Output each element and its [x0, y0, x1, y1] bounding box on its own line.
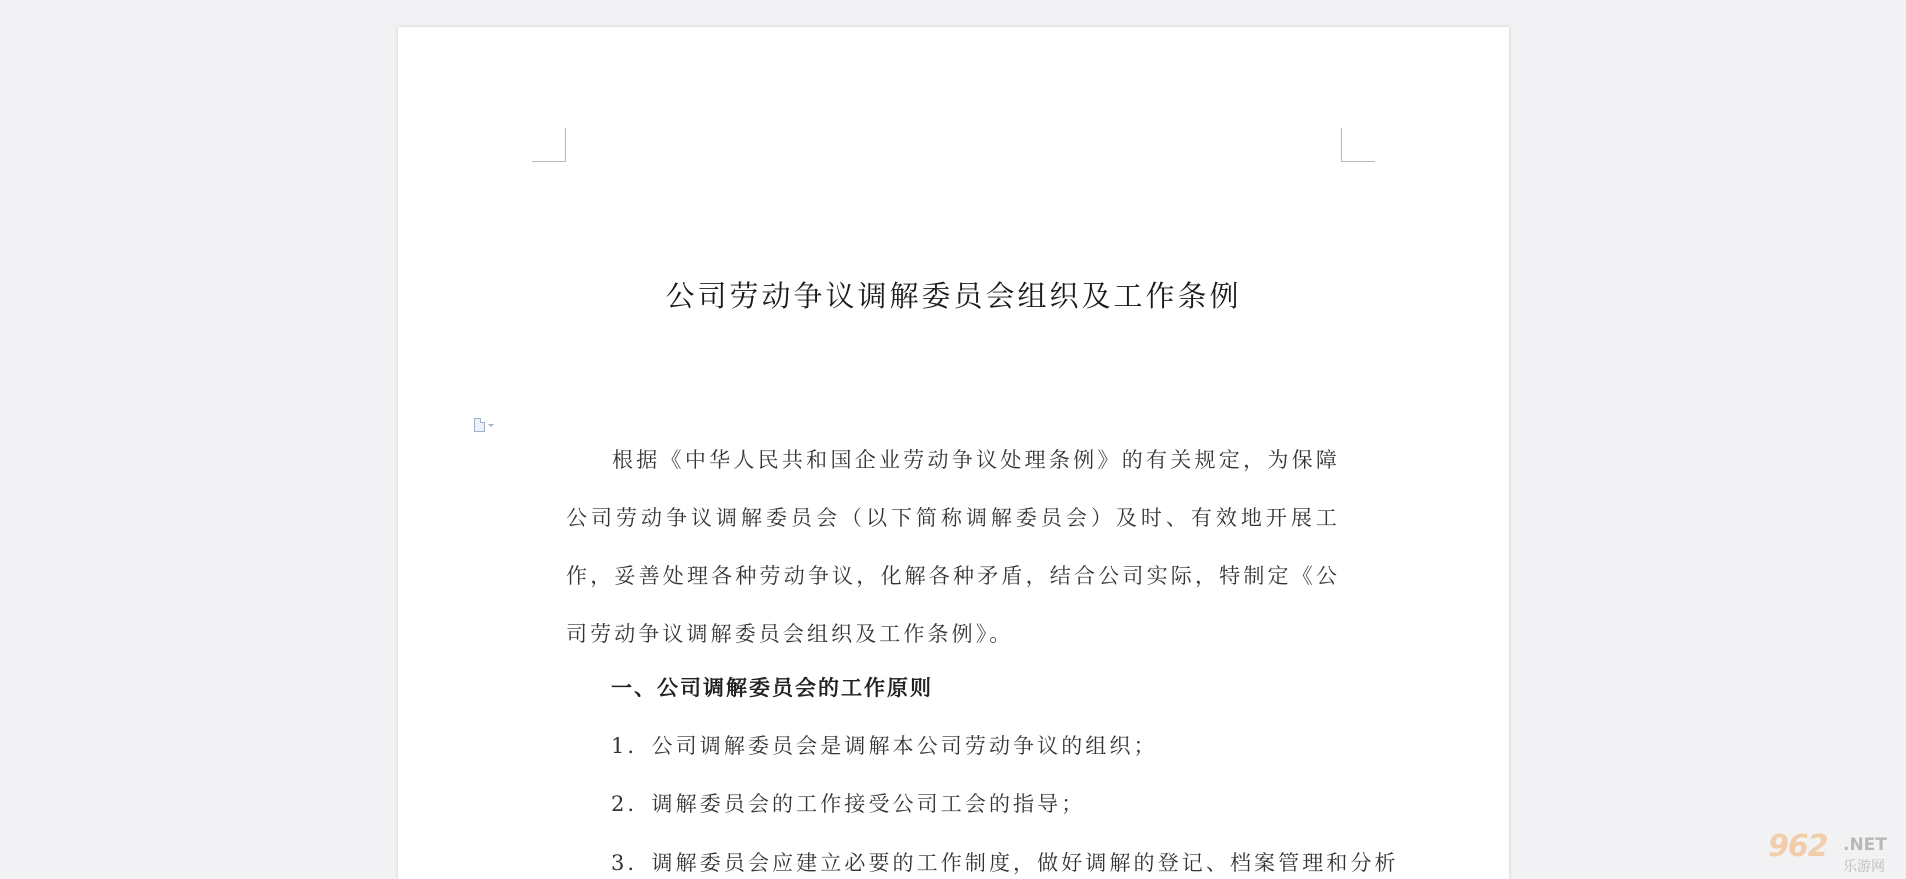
- list-item: 2．调解委员会的工作接受公司工会的指导；: [611, 792, 1086, 816]
- caret-down-icon: [488, 424, 494, 427]
- document-title: 公司劳动争议调解委员会组织及工作条例: [665, 279, 1242, 314]
- list-item: 3．调解委员会应建立必要的工作制度，做好调解的登记、档案管理和分析: [611, 851, 1399, 875]
- list-item: 1．公司调解委员会是调解本公司劳动争议的组织；: [611, 734, 1158, 758]
- section-heading: 一、公司调解委员会的工作原则: [611, 675, 933, 700]
- paragraph-menu-button[interactable]: [474, 415, 504, 435]
- document-page[interactable]: [398, 27, 1509, 879]
- watermark-number: 962: [1768, 829, 1828, 864]
- watermark-subtitle: 乐游网: [1843, 859, 1885, 875]
- watermark-suffix: .NET: [1843, 835, 1887, 855]
- intro-paragraph: 根据《中华人民共和国企业劳动争议处理条例》的有关规定，为保障公司劳动争议调解委员会（以下简称调解委员会）及时、有效地开展工作，妥善处理各种劳动争议，化解各种矛盾，结合公司实际，特制定《公司劳动争议调解委员会组织及工作条例》。: [566, 448, 1340, 646]
- margin-corner-top-right: [1341, 128, 1375, 162]
- document-icon: [474, 418, 485, 432]
- margin-corner-top-left: [532, 128, 566, 162]
- watermark-logo: [1768, 829, 1901, 875]
